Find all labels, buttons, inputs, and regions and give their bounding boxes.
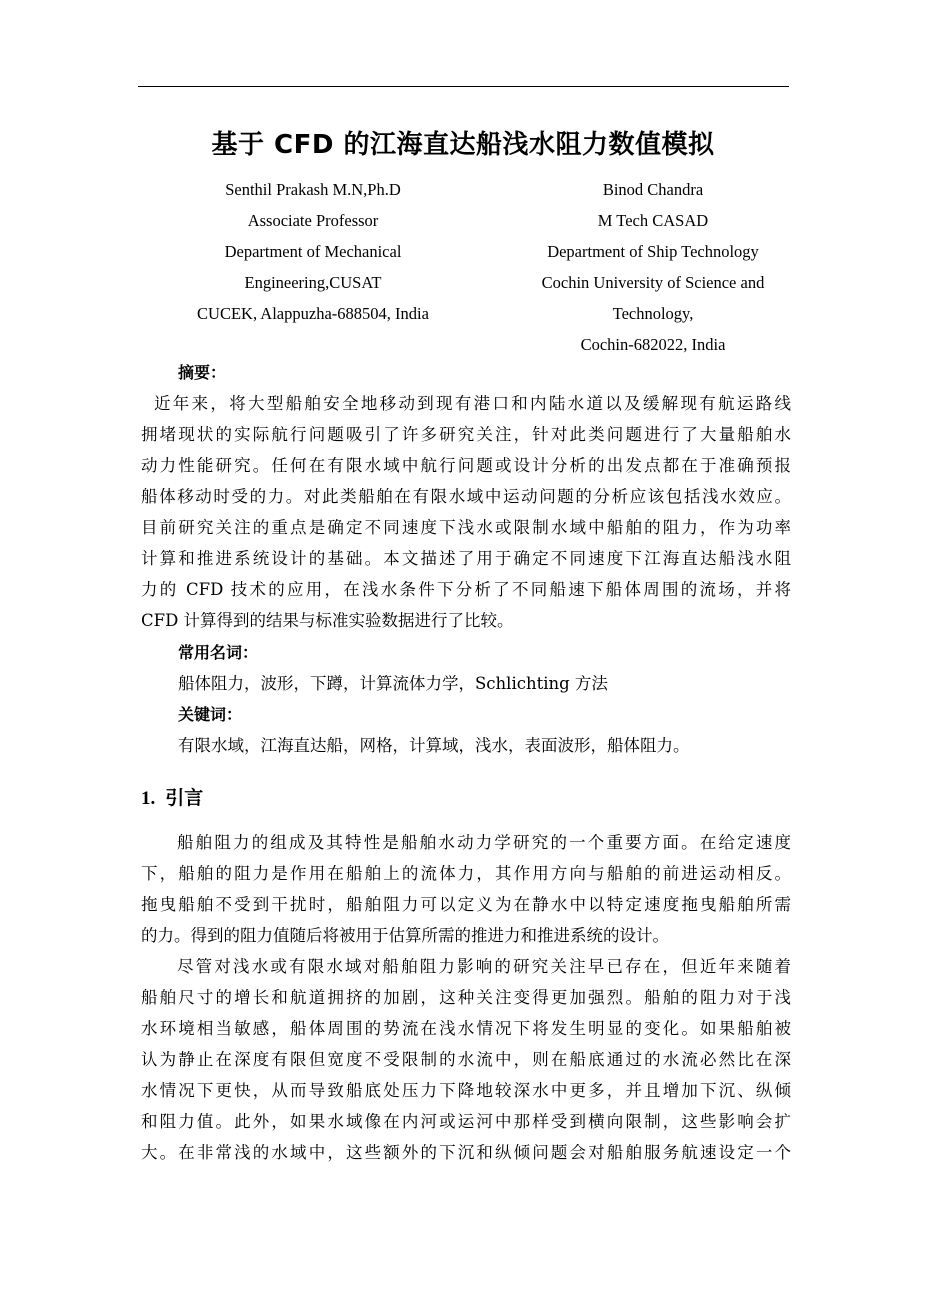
abstract-line: 力的 CFD 技术的应用，在浅水条件下分析了不同船速下船体周围的流场，并将 xyxy=(141,580,791,599)
paragraph-line: 船舶尺寸的增长和航道拥挤的加剧，这种关注变得更加强烈。船舶的阻力对于浅 xyxy=(141,988,791,1007)
author-1-name: Senthil Prakash M.N,Ph.D xyxy=(225,180,401,199)
author-2-university: Cochin University of Science and xyxy=(541,273,765,292)
author-1-address: CUCEK, Alappuzha-688504, India xyxy=(197,304,429,323)
section-title: 引言 xyxy=(165,787,204,809)
keywords-text: 有限水域，江海直达船，网格，计算域，浅水，表面波形，船体阻力。 xyxy=(178,736,690,755)
author-1-department: Department of Mechanical xyxy=(224,242,402,261)
section-heading xyxy=(141,784,203,813)
author-block-1 xyxy=(165,174,461,329)
paragraph-line: 船舶阻力的组成及其特性是船舶水动力学研究的一个重要方面。在给定速度 xyxy=(177,833,791,852)
author-2-name: Binod Chandra xyxy=(602,180,704,199)
author-block-2 xyxy=(507,174,799,360)
abstract-line: 拥堵现状的实际航行问题吸引了许多研究关注，针对此类问题进行了大量船舶水 xyxy=(141,425,791,444)
abstract-line: 动力性能研究。任何在有限水域中航行问题或设计分析的出发点都在于准确预报 xyxy=(141,456,791,475)
abstract-label: 摘要： xyxy=(178,363,227,382)
paragraph-line: 水情况下更快，从而导致船底处压力下降地较深水中更多，并且增加下沉、纵倾 xyxy=(141,1081,791,1100)
abstract-line: 近年来，将大型船舶安全地移动到现有港口和内陆水道以及缓解现有航运路线 xyxy=(154,394,791,413)
paragraph-line: 的力。得到的阻力值随后将被用于估算所需的推进力和推进系统的设计。 xyxy=(141,926,669,945)
abstract-text xyxy=(141,388,791,636)
author-2-department: Department of Ship Technology xyxy=(547,242,759,261)
paper-title: 基于 CFD 的江海直达船浅水阻力数值模拟 xyxy=(211,130,715,160)
paragraph-line: 和阻力值。此外，如果水域像在内河或运河中那样受到横向限制，这些影响会扩 xyxy=(141,1112,791,1131)
author-2-address: Cochin-682022, India xyxy=(580,335,726,354)
author-1-position: Associate Professor xyxy=(247,211,379,230)
abstract-line: 船体移动时受的力。对此类船舶在有限水域中运动问题的分析应该包括浅水效应。 xyxy=(141,487,791,506)
paragraph-line: 认为静止在深度有限但宽度不受限制的水流中，则在船底通过的水流必然比在深 xyxy=(141,1050,791,1069)
author-1-department-cont: Engineering,CUSAT xyxy=(244,273,382,292)
abstract-line: 计算和推进系统设计的基础。本文描述了用于确定不同速度下江海直达船浅水阻 xyxy=(141,549,791,568)
paragraph-line: 下，船舶的阻力是作用在船舶上的流体力，其作用方向与船舶的前进运动相反。 xyxy=(141,864,791,883)
abstract-line: CFD 计算得到的结果与标准实验数据进行了比较。 xyxy=(141,611,514,630)
common-terms-text: 船体阻力，波形，下蹲，计算流体力学，Schlichting 方法 xyxy=(178,674,608,693)
common-terms-label: 常用名词： xyxy=(178,643,259,662)
intro-paragraph-2 xyxy=(141,951,791,1168)
header-rule xyxy=(138,86,789,87)
paragraph-line: 水环境相当敏感，船体周围的势流在浅水情况下将发生明显的变化。如果船舶被 xyxy=(141,1019,791,1038)
paragraph-line: 大。在非常浅的水域中，这些额外的下沉和纵倾问题会对船舶服务航速设定一个 xyxy=(141,1143,791,1162)
abstract-line: 目前研究关注的重点是确定不同速度下浅水或限制水域中船舶的阻力，作为功率 xyxy=(141,518,791,537)
author-2-university-cont: Technology, xyxy=(612,304,694,323)
section-number: 1. xyxy=(141,788,156,809)
author-2-position: M Tech CASAD xyxy=(597,211,709,230)
intro-paragraph-1 xyxy=(141,827,791,951)
paragraph-line: 拖曳船舶不受到干扰时，船舶阻力可以定义为在静水中以特定速度拖曳船舶所需 xyxy=(141,895,791,914)
keywords-label: 关键词： xyxy=(178,705,243,724)
paragraph-line: 尽管对浅水或有限水域对船舶阻力影响的研究关注早已存在，但近年来随着 xyxy=(177,957,791,976)
